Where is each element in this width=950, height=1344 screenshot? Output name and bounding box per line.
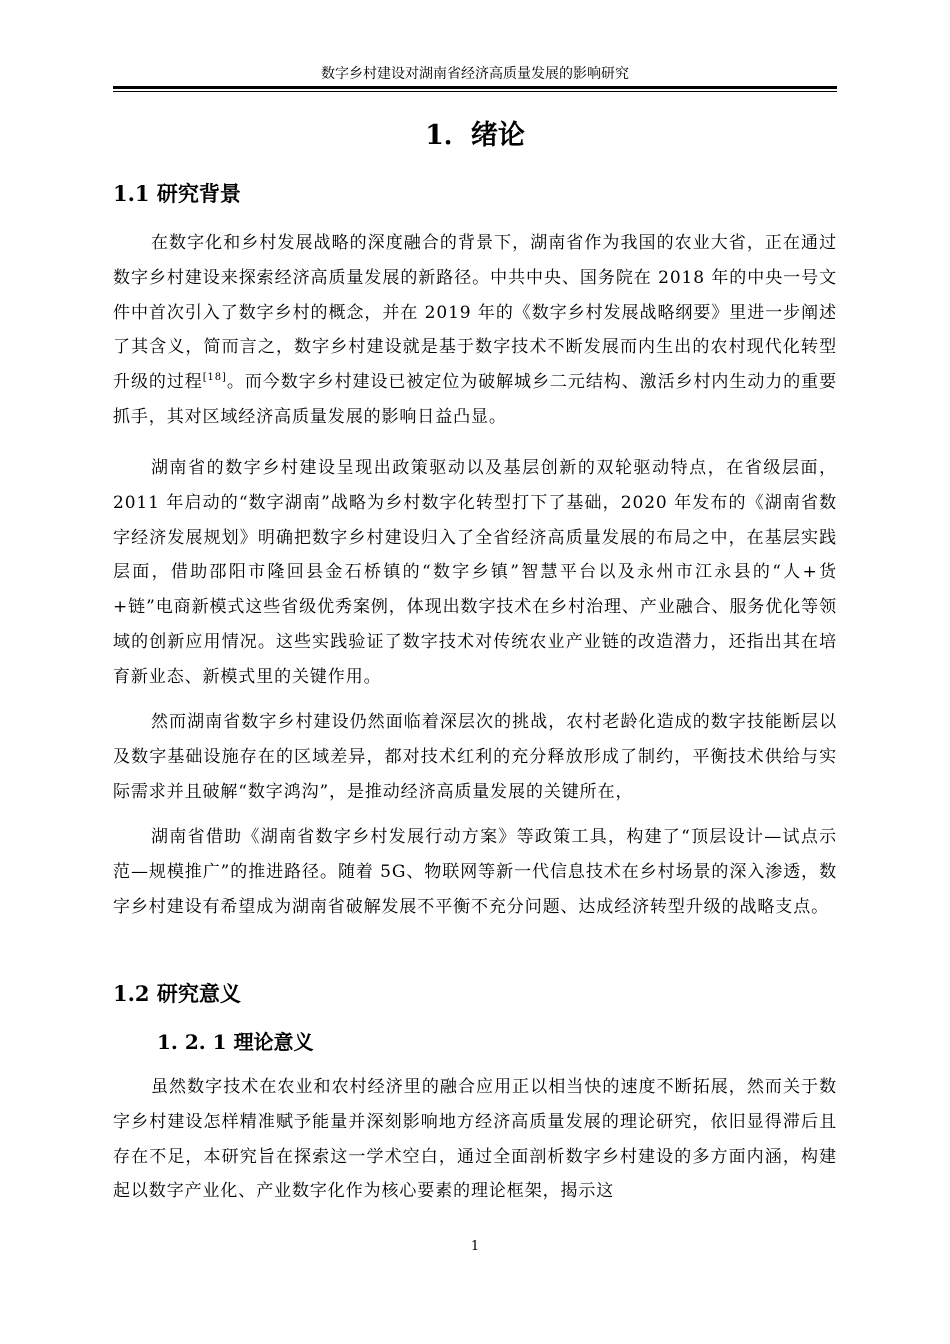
paragraph-background-2: 湖南省的数字乡村建设呈现出政策驱动以及基层创新的双轮驱动特点，在省级层面，2011 年启动的“数字湖南”战略为乡村数字化转型打下了基础，2020 年发布的《湖南省数字经济发展规划》明确把数字乡村建设归入了全省经济高质量发展的布局之中，在基层实践层面，借助邵阳市隆回县金石桥镇的“数字乡镇”智慧平台以及永州市江永县的“人+货+链”电商新模式这些省级优秀案例，体现出数字技术在乡村治理、产业融合、服务优化等领域的创新应用情况。这些实践验证了数字技术对传统农业产业链的改造潜力，还指出其在培育新业态、新模式里的关键作用。 xyxy=(113,458,837,687)
section-heading-1-1: 1.1 研究背景 xyxy=(113,181,241,206)
page-number: 1 xyxy=(470,1239,480,1254)
section-heading-1-2: 1.2 研究意义 xyxy=(113,981,241,1006)
paragraph-text: 在数字化和乡村发展战略的深度融合的背景下，湖南省作为我国的农业大省，正在通过数字乡村建设来探索经济高质量发展的新路径。中共中央、国务院在 2018 年的中央一号文件中首次引入了数字乡村的概念，并在 2019 年的《数字乡村发展战略纲要》里进一步阐述了其含义，简而言之，数字乡村建设就是基于数字技术不断发展而内生出的农村现代化转型升级的过程 xyxy=(113,233,837,393)
paragraph-text: 。而今数字乡村建设已被定位为破解城乡二元结构、激活乡村内生动力的重要抓手，其对区域经济高质量发展的影响日益凸显。 xyxy=(113,372,837,427)
header-rule-thick xyxy=(113,86,837,89)
paragraph-background-1 xyxy=(113,226,837,435)
chapter-title: 1．绪论 xyxy=(425,120,525,151)
paragraph-background-4: 湖南省借助《湖南省数字乡村发展行动方案》等政策工具，构建了“顶层设计—试点示范—规模推广”的推进路径。随着 5G、物联网等新一代信息技术在乡村场景的深入渗透，数字乡村建设有希望成为湖南省破解发展不平衡不充分问题、达成经济转型升级的战略支点。 xyxy=(113,827,837,917)
header-rule-thin xyxy=(113,91,837,92)
paragraph-theory-1: 虽然数字技术在农业和农村经济里的融合应用正以相当快的速度不断拓展，然而关于数字乡村建设怎样精准赋予能量并深刻影响地方经济高质量发展的理论研究，依旧显得滞后且存在不足，本研究旨在探索这一学术空白，通过全面剖析数字乡村建设的多方面内涵，构建起以数字产业化、产业数字化作为核心要素的理论框架，揭示这 xyxy=(113,1077,837,1202)
citation-marker: [18] xyxy=(202,372,227,384)
paragraph-background-3: 然而湖南省数字乡村建设仍然面临着深层次的挑战，农村老龄化造成的数字技能断层以及数字基础设施存在的区域差异，都对技术红利的充分释放形成了制约，平衡技术供给与实际需求并且破解“数字鸿沟”，是推动经济高质量发展的关键所在， xyxy=(113,712,837,802)
running-header: 数字乡村建设对湖南省经济高质量发展的影响研究 xyxy=(321,66,629,82)
subsection-heading-1-2-1: 1. 2. 1 理论意义 xyxy=(157,1030,314,1054)
